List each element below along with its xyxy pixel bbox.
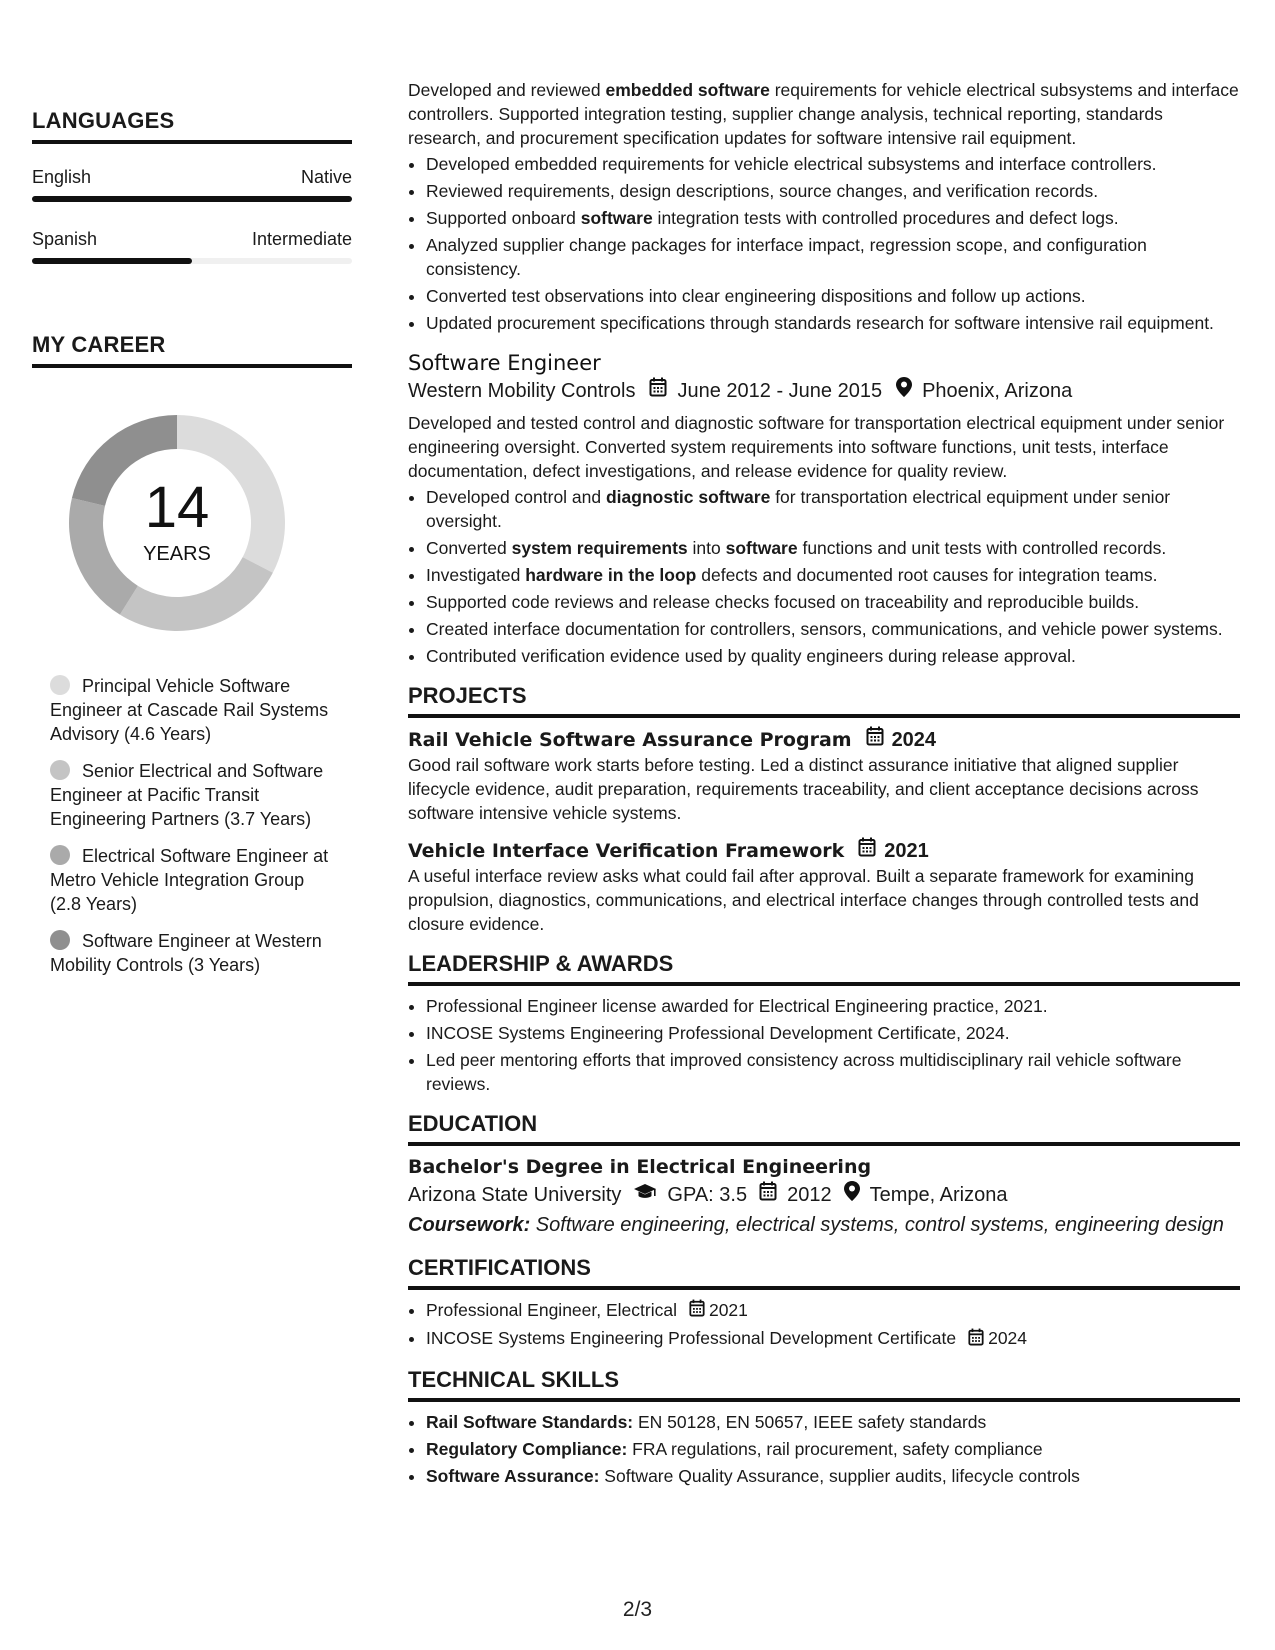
project-description: A useful interface review asks what could fail after approval. Built a separate framework for examining propulsion, diagnostics, communications, and electrical interface changes through controlled tests and closure evidence. [408,866,1199,934]
job-title: Software Engineer [408,351,601,375]
school-name: Arizona State University [408,1184,622,1206]
bold-keyword: software [580,208,653,228]
project-year: 2024 [891,728,937,751]
company-name: Western Mobility Controls [408,380,636,402]
text: requirements for vehicle electrical subsystems and interface controllers. Supported integration testing, supplier change analysis, technical reporting, standards research, and procurement specification updates for software intensive rail equipment. [408,80,1239,148]
career-section [32,332,352,977]
location-pin-icon [896,377,912,405]
text: Supported onboard [426,208,581,228]
calendar-icon [649,377,667,405]
language-level-fill [32,196,352,202]
bold-keyword: diagnostic software [605,487,771,507]
project-title-row [408,726,1240,753]
leadership-bullet: • Professional Engineer license awarded for Electrical Engineering practice, 2021. [426,994,1240,1018]
career-legend-item [50,674,340,746]
job-summary [408,78,1240,150]
coursework-label: Coursework: [408,1214,531,1236]
languages-heading: LANGUAGES [32,108,352,144]
legend-dot [50,845,70,865]
calendar-icon [866,726,884,753]
text: integration tests with controlled procedures and defect logs. [652,208,1119,228]
legend-text: Electrical Software Engineer at Metro Vehicle Integration Group (2.8 Years) [50,846,329,914]
legend-dot [50,930,70,950]
job-bullet [426,536,1240,560]
skill-item [426,1464,1240,1488]
career-legend-item [50,844,340,916]
job-summary: Developed and tested control and diagnostic software for transportation electrical equipment under senior engineering oversight. Converted system requirements into software functions, unit tests, interface documentation, defect investigations, and release evidence for quality review. [408,413,1225,481]
career-heading: MY CAREER [32,332,352,368]
job-bullet: • Developed embedded requirements for vehicle electrical subsystems and interface controllers. [426,152,1240,176]
skill-label: Software Assurance: [426,1465,600,1486]
project-title-row [408,837,1240,864]
certifications-heading: CERTIFICATIONS [408,1254,1240,1290]
leadership-bullet: • INCOSE Systems Engineering Professional Development Certificate, 2024. [426,1021,1240,1045]
location-pin-icon [844,1180,860,1210]
text: functions and unit tests with controlled records. [797,538,1167,558]
certification-list [408,1298,1240,1352]
job-bullet: • Converted test observations into clear engineering dispositions and follow up actions. [426,284,1240,308]
job-bullet [426,563,1240,587]
skill-item [426,1437,1240,1461]
language-level: Native [300,167,352,187]
certification-name: Professional Engineer, Electrical [426,1300,677,1320]
degree-title: Bachelor's Degree in Electrical Engineering [408,1156,872,1178]
legend-dot [50,760,70,780]
career-years-label: YEARS [143,543,211,565]
job-bullet: • Contributed verification evidence used by quality engineers during release approval. [426,644,1240,668]
job-bullets [408,152,1240,335]
text: into [687,538,726,558]
job-bullet: • Reviewed requirements, design descriptions, source changes, and verification records. [426,179,1240,203]
leadership-heading: LEADERSHIP & AWARDS [408,950,1240,986]
career-total-years: 14 [144,475,210,540]
leadership-bullet: • Led peer mentoring efforts that improved consistency across multidisciplinary rail vehicle software reviews. [426,1048,1240,1096]
skills-list [408,1410,1240,1488]
gpa: GPA: 3.5 [667,1184,748,1206]
language-english [32,166,352,202]
project-year: 2021 [884,839,929,862]
calendar-icon [759,1180,777,1210]
language-level-bar [32,196,352,202]
project-title: Vehicle Interface Verification Framework [408,839,845,862]
skill-text: Software Quality Assurance, supplier audits, lifecycle controls [599,1465,1080,1486]
job-location: Phoenix, Arizona [922,380,1073,402]
certification-item [426,1298,1240,1323]
job-bullet: • Supported code reviews and release checks focused on traceability and reproducible builds. [426,590,1240,614]
text: Investigated [426,565,526,585]
language-level: Intermediate [251,229,352,249]
language-level-bar [32,258,352,264]
career-donut-chart [62,408,292,638]
main-column [408,78,1240,1491]
leadership-bullets [408,994,1240,1096]
skill-label: Regulatory Compliance: [426,1438,628,1459]
skill-label: Rail Software Standards: [426,1411,634,1432]
job-bullets [408,485,1240,668]
legend-dot [50,675,70,695]
certification-name: INCOSE Systems Engineering Professional Development Certificate [426,1328,957,1349]
skills-heading: TECHNICAL SKILLS [408,1366,1240,1402]
coursework [408,1210,1240,1240]
career-legend [32,674,340,977]
job-bullet: • Analyzed supplier change packages for interface impact, regression scope, and configuration consistency. [426,233,1240,281]
text: Developed and reviewed [408,80,606,100]
job-bullet: • Updated procurement specifications through standards research for software intensive rail equipment. [426,311,1240,335]
skill-item [426,1410,1240,1434]
legend-text: Software Engineer at Western Mobility Controls (3 Years) [50,931,322,975]
education-meta [408,1180,1240,1210]
career-donut-slice-2 [120,557,273,631]
education-heading: EDUCATION [408,1110,1240,1146]
text: defects and documented root causes for integration teams. [696,565,1158,585]
legend-text: Senior Electrical and Software Engineer at Pacific Transit Engineering Partners (3.7 Years) [50,761,324,829]
legend-text: Principal Vehicle Software Engineer at Cascade Rail Systems Advisory (4.6 Years) [50,676,329,744]
calendar-icon [689,1299,705,1323]
calendar-icon [858,837,876,864]
job-bullet [426,485,1240,533]
text: Converted [426,538,512,558]
project-description: Good rail software work starts before testing. Led a distinct assurance initiative that aligned supplier lifecycle evidence, audit preparation, requirements traceability, and client acceptance decisions across software intensive vehicle systems. [408,755,1199,823]
projects-heading: PROJECTS [408,682,1240,718]
text: for transportation electrical equipment under senior oversight. [426,487,1171,531]
language-name: English [32,167,92,187]
certification-item [426,1326,1240,1351]
job-bullet: • Created interface documentation for controllers, sensors, communications, and vehicle power systems. [426,617,1240,641]
calendar-icon [968,1328,984,1352]
bold-keyword: hardware in the loop [525,565,697,585]
job-bullet [426,206,1240,230]
graduation-cap-icon [633,1180,657,1210]
career-legend-item [50,929,340,977]
job-dates: June 2012 - June 2015 [677,380,883,402]
graduation-year: 2012 [787,1184,832,1206]
sidebar [32,108,352,990]
certification-year: 2021 [708,1300,748,1320]
language-level-fill [32,258,192,264]
skill-text: FRA regulations, rail procurement, safety compliance [627,1438,1043,1459]
text: Developed control and [426,487,606,507]
job-meta [408,377,1240,405]
project-title: Rail Vehicle Software Assurance Program [408,728,852,751]
bold-keyword: software [725,538,798,558]
language-name: Spanish [32,229,98,249]
language-spanish [32,228,352,264]
skill-text: EN 50128, EN 50657, IEEE safety standards [633,1411,987,1432]
page-number: 2/3 [622,1598,653,1621]
bold-keyword: system requirements [511,538,688,558]
school-location: Tempe, Arizona [869,1184,1008,1206]
coursework-text: Software engineering, electrical systems, control systems, engineering design [530,1214,1224,1236]
certification-year: 2024 [988,1328,1028,1349]
career-legend-item [50,759,340,831]
bold-keyword: embedded software [605,80,770,100]
